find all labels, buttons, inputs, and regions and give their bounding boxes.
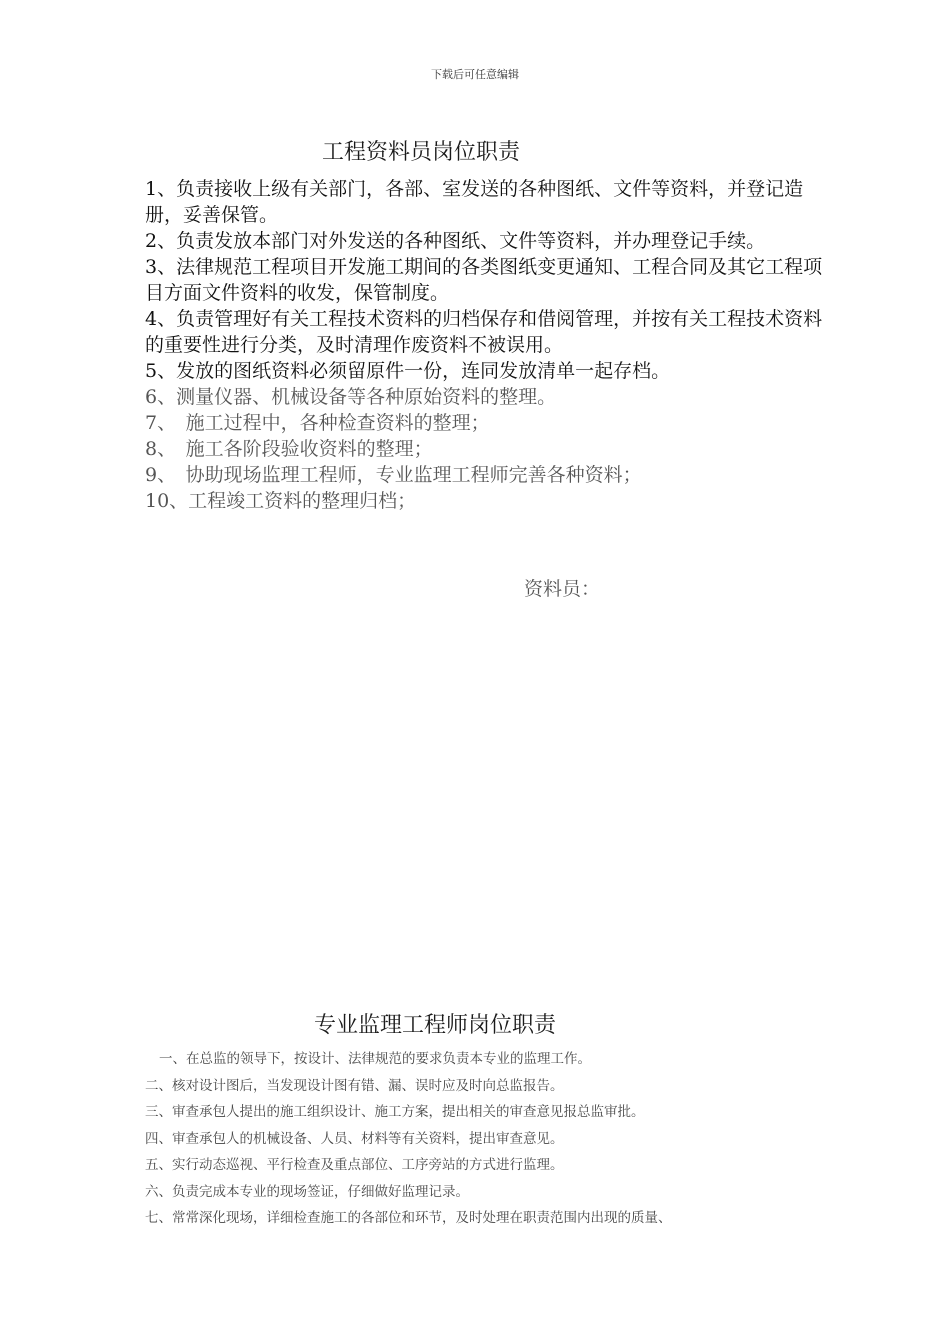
duty-item-10: 10、工程竣工资料的整理归档； bbox=[145, 490, 417, 512]
engineer-duty-item-4: 四、审查承包人的机械设备、人员、材料等有关资料，提出审查意见。 bbox=[145, 1130, 564, 1147]
duty-item-1: 1、负责接收上级有关部门，各部、室发送的各种图纸、文件等资料，并登记造册，妥善保管。 bbox=[145, 178, 804, 226]
duty-item-3: 3、法律规范工程项目开发施工期间的各类图纸变更通知、工程合同及其它工程项目方面文件资料的收发，保管制度。 bbox=[145, 256, 823, 304]
duty-item-5: 5、发放的图纸资料必须留原件一份，连同发放清单一起存档。 bbox=[145, 360, 671, 382]
section-title-clerk-duties: 工程资料员岗位职责 bbox=[322, 140, 521, 165]
section-title-engineer-duties: 专业监理工程师岗位职责 bbox=[314, 1013, 557, 1038]
duty-item-9: 9、 协助现场监理工程师，专业监理工程师完善各种资料； bbox=[145, 464, 642, 486]
signature-label: 资料员： bbox=[524, 578, 601, 600]
engineer-duty-item-2: 二、核对设计图后，当发现设计图有错、漏、误时应及时向总监报告。 bbox=[145, 1077, 564, 1094]
duty-item-4: 4、负责管理好有关工程技术资料的归档保存和借阅管理，并按有关工程技术资料的重要性进行分类，及时清理作废资料不被误用。 bbox=[145, 308, 823, 356]
engineer-duty-item-1: 一、在总监的领导下，按设计、法律规范的要求负责本专业的监理工作。 bbox=[159, 1051, 591, 1067]
engineer-duty-item-7: 七、常常深化现场，详细检查施工的各部位和环节，及时处理在职责范围内出现的质量、 bbox=[145, 1210, 672, 1226]
duty-item-7: 7、 施工过程中，各种检查资料的整理； bbox=[145, 412, 490, 434]
clerk-duties-list bbox=[145, 176, 835, 514]
duty-item-8: 8、 施工各阶段验收资料的整理； bbox=[145, 438, 433, 460]
engineer-duty-item-5: 五、实行动态巡视、平行检查及重点部位、工序旁站的方式进行监理。 bbox=[145, 1157, 564, 1173]
engineer-duties-list bbox=[145, 1046, 845, 1232]
engineer-duty-item-6: 六、负责完成本专业的现场签证，仔细做好监理记录。 bbox=[145, 1183, 469, 1200]
engineer-duty-item-3: 三、审查承包人提出的施工组织设计、施工方案，提出相关的审查意见报总监审批。 bbox=[145, 1104, 645, 1120]
duty-item-2: 2、负责发放本部门对外发送的各种图纸、文件等资料，并办理登记手续。 bbox=[145, 230, 766, 252]
duty-item-6: 6、测量仪器、机械设备等各种原始资料的整理。 bbox=[145, 386, 557, 408]
header-note: 下载后可任意编辑 bbox=[431, 68, 519, 81]
